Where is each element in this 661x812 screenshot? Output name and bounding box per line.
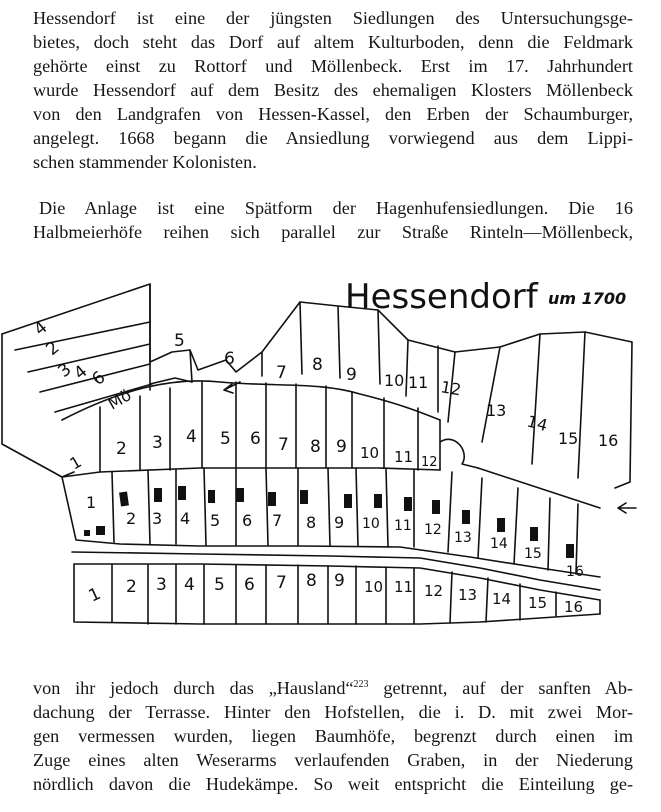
map-label: 14 (524, 411, 550, 436)
map-label: 9 (346, 365, 357, 385)
map-label: 13 (458, 586, 478, 604)
map-label: 3 (152, 509, 163, 528)
map-label: 2 (42, 337, 64, 360)
map-label: 8 (310, 437, 321, 457)
village-map (0, 272, 661, 632)
map-label: 7 (278, 435, 289, 455)
text-line: dachung der Terrasse. Hinter den Hofstellen, die i. D. mit zwei Mor- (33, 702, 633, 722)
map-label: 12 (421, 455, 438, 470)
map-label: 4 (70, 361, 92, 384)
map-label: 15 (558, 429, 579, 448)
paragraph-3 (33, 676, 633, 796)
footnote-reference[interactable]: 223 (353, 678, 369, 690)
map-label: 5 (174, 331, 185, 351)
text-line: nördlich davon die Hudekämpe. So weit entspricht die Einteilung ge- (33, 774, 633, 794)
text-fragment: von ihr jedoch durch das „Hausland“ (33, 678, 354, 698)
map-label: 6 (88, 367, 110, 390)
map-label: 4 (180, 509, 191, 528)
map-label: 12 (424, 582, 444, 600)
text-line: gen vermessen wurden, liegen Baumhöfe, begrenzt durch einen im (33, 726, 633, 746)
map-label: 15 (524, 546, 542, 562)
map-label: 11 (394, 578, 414, 596)
map-label: 2 (126, 577, 137, 597)
text-fragment: getrennt, auf der sanften Ab- (368, 678, 633, 698)
map-label: 8 (306, 513, 317, 532)
map-label: 5 (214, 575, 225, 595)
map-label: 1 (85, 583, 104, 607)
map-label: 12 (424, 522, 442, 538)
map-label: 9 (334, 513, 345, 532)
map-label: 16 (564, 598, 584, 616)
map-label: 10 (362, 516, 380, 532)
map-label: 16 (598, 431, 619, 450)
map-label: 13 (486, 401, 507, 420)
map-label: 12 (439, 377, 463, 400)
map-label: 1 (66, 451, 85, 474)
map-label: 14 (492, 590, 512, 608)
map-label: 7 (276, 573, 287, 593)
map-label-moellenbeck: Mö (104, 385, 135, 414)
map-label: 1 (86, 493, 97, 512)
map-label: 3 (54, 359, 76, 382)
text-line: schen stammender Kolonisten. (33, 152, 257, 172)
map-label: 4 (186, 427, 197, 447)
map-label: 6 (242, 511, 253, 530)
map-subtitle: um 1700 (548, 289, 627, 308)
map-label: 4 (30, 317, 52, 340)
map-label: 10 (384, 371, 405, 390)
map-label: 11 (394, 448, 414, 466)
map-label: 11 (394, 518, 412, 534)
text-line: gehörte einst zu Rottorf und Möllenbeck. Erst im 17. Jahrhundert (33, 56, 633, 76)
text-line: Halbmeierhöfe reihen sich parallel zur Straße Rinteln—Möllenbeck, (33, 222, 633, 242)
map-label: 4 (184, 575, 195, 595)
map-title: Hessendorf (345, 277, 538, 317)
map-label: 14 (490, 536, 508, 552)
map-label: 9 (334, 571, 345, 591)
text-line: Hessendorf ist eine der jüngsten Siedlungen des Untersuchungsge- (33, 8, 633, 28)
map-label: 6 (224, 349, 235, 369)
text-line: Die Anlage ist eine Spätform der Hagenhufensiedlungen. Die 16 (39, 198, 633, 218)
text-line: von den Landgrafen von Hessen-Kassel, den Erben der Schaumburger, (33, 104, 633, 124)
map-label: 2 (126, 509, 137, 528)
map-label: 7 (272, 511, 283, 530)
map-label: 3 (152, 433, 163, 453)
map-label: 5 (210, 511, 221, 530)
map-label: 13 (454, 530, 472, 546)
map-label: 16 (566, 564, 584, 580)
map-label: 10 (360, 444, 380, 462)
map-label: 10 (364, 578, 384, 596)
map-label: 6 (250, 429, 261, 449)
map-label: 7 (276, 363, 287, 383)
text-line: Zuge eines alten Weserarms verlaufenden Graben, in der Niederung (33, 750, 633, 770)
text-line: wurde Hessendorf auf dem Besitz des ehemaligen Klosters Möllenbeck (33, 80, 633, 100)
paragraph-1 (33, 6, 633, 174)
map-label: 5 (220, 429, 231, 449)
text-line: angelegt. 1668 begann die Ansiedlung vorwiegend aus dem Lippi- (33, 128, 633, 148)
map-label: 6 (244, 575, 255, 595)
map-label: 2 (116, 439, 127, 459)
map-label: 8 (312, 355, 323, 375)
text-line (33, 676, 633, 700)
map-label: 15 (528, 594, 548, 612)
map-label: 8 (306, 571, 317, 591)
text-line: bietes, doch steht das Dorf auf altem Kulturboden, denn die Feldmark (33, 32, 633, 52)
paragraph-2 (33, 196, 633, 244)
map-label: 3 (156, 575, 167, 595)
map-label: 11 (408, 373, 429, 392)
map-label: 9 (336, 437, 347, 457)
